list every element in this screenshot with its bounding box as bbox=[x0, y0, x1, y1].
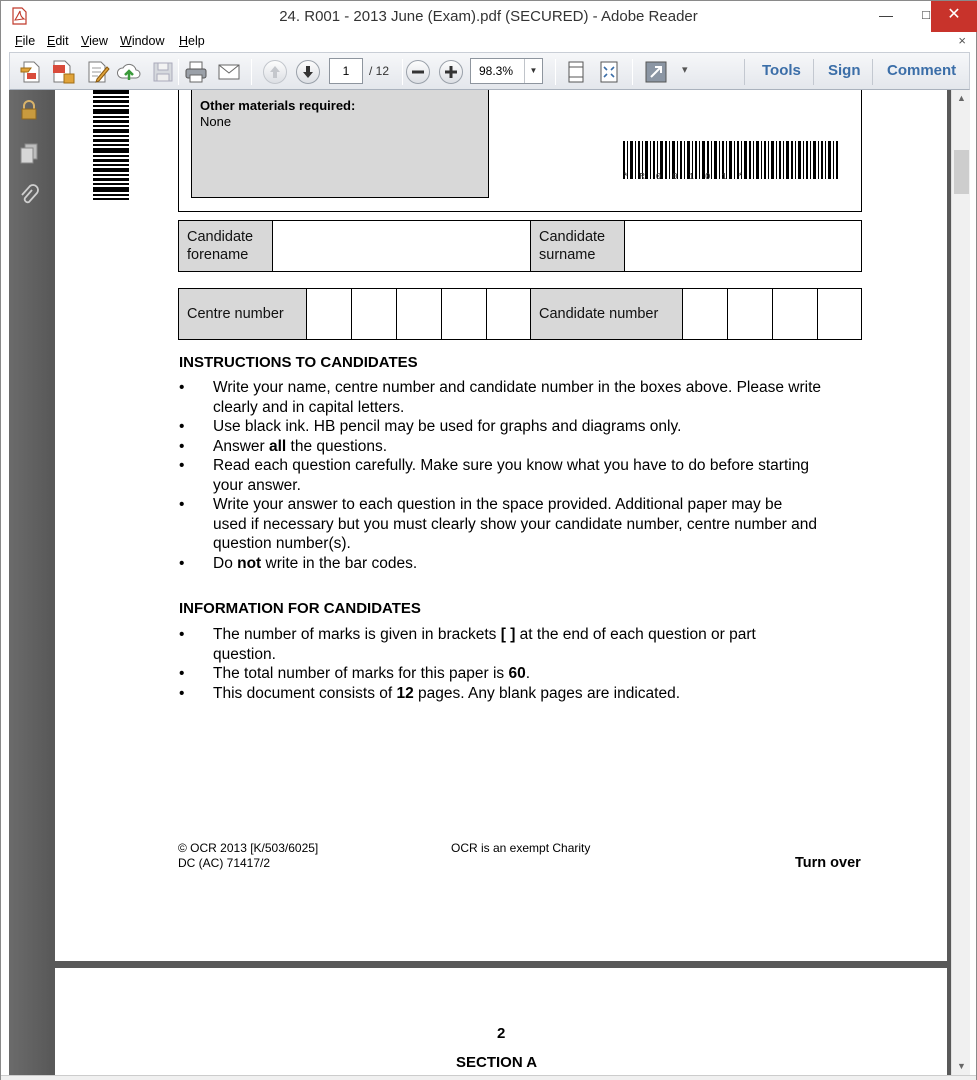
information-line: This document consists of 12 pages. Any blank pages are indicated. bbox=[213, 684, 681, 702]
tools-pane-button[interactable]: Tools bbox=[762, 62, 801, 79]
fit-width-icon[interactable] bbox=[596, 59, 622, 85]
materials-box bbox=[191, 90, 489, 198]
toolbar-separator bbox=[744, 59, 745, 85]
window-title: 24. R001 - 2013 June (Exam).pdf (SECURED) - Adobe Reader bbox=[279, 8, 698, 25]
forename-label-line2: forename bbox=[187, 247, 249, 263]
footer-charity: OCR is an exempt Charity bbox=[451, 841, 591, 855]
bullet: • bbox=[179, 457, 185, 474]
candidate-number-label-cell bbox=[531, 289, 682, 339]
bullet: • bbox=[179, 379, 185, 396]
close-window-button[interactable]: ✕ bbox=[931, 1, 977, 32]
bullet: • bbox=[179, 496, 185, 513]
side-barcode bbox=[93, 90, 129, 200]
arrow-down-icon bbox=[297, 61, 319, 83]
candidate-digit-box[interactable] bbox=[728, 289, 772, 339]
instruction-item bbox=[179, 495, 869, 554]
instructions-list bbox=[179, 378, 869, 573]
candidate-number-label: Candidate number bbox=[539, 306, 659, 322]
bullet: • bbox=[179, 684, 185, 702]
forename-entry-cell[interactable] bbox=[273, 221, 530, 271]
document-view[interactable] bbox=[49, 90, 951, 1075]
menu-view[interactable]: View bbox=[81, 34, 108, 48]
instruction-line: Write your answer to each question in the space provided. Additional paper may be bbox=[213, 496, 783, 513]
page-total: / 12 bbox=[369, 64, 390, 78]
menu-edit[interactable]: Edit bbox=[47, 34, 69, 48]
instruction-line: Use black ink. HB pencil may be used for graphs and diagrams only. bbox=[213, 418, 682, 435]
page-thumbnails-icon[interactable] bbox=[17, 141, 41, 165]
centre-digit-box[interactable] bbox=[352, 289, 396, 339]
candidate-digit-box[interactable] bbox=[773, 289, 817, 339]
turn-over-label: Turn over bbox=[795, 855, 861, 871]
arrow-up-icon bbox=[264, 61, 286, 83]
materials-value: None bbox=[200, 114, 232, 129]
more-tools-chevron-icon[interactable]: ▾ bbox=[682, 64, 688, 76]
previous-page-button[interactable] bbox=[263, 60, 287, 84]
instruction-line: clearly and in capital letters. bbox=[213, 398, 405, 416]
forename-label-cell bbox=[179, 221, 272, 271]
window-bottom-edge bbox=[1, 1075, 976, 1080]
export-pdf-icon[interactable] bbox=[50, 59, 76, 85]
email-icon[interactable] bbox=[216, 59, 242, 85]
instruction-item bbox=[179, 378, 869, 417]
chevron-down-icon[interactable]: ▼ bbox=[524, 59, 542, 83]
toolbar bbox=[9, 52, 970, 90]
print-icon[interactable] bbox=[183, 59, 209, 85]
footer-copyright: © OCR 2013 [K/503/6025] bbox=[178, 841, 319, 855]
fit-page-icon[interactable] bbox=[563, 59, 589, 85]
surname-entry-cell[interactable] bbox=[625, 221, 861, 271]
centre-digit-box[interactable] bbox=[307, 289, 351, 339]
maximize-button[interactable]: □ bbox=[922, 7, 930, 22]
information-item bbox=[179, 625, 869, 664]
section-heading: SECTION A bbox=[456, 1054, 538, 1071]
barcode-digits: *R00101* bbox=[623, 172, 755, 182]
information-item bbox=[179, 684, 869, 704]
pdf-page-1 bbox=[55, 90, 947, 961]
vertical-scrollbar[interactable] bbox=[951, 90, 970, 1075]
zoom-level-value: 98.3% bbox=[479, 64, 514, 78]
plus-icon bbox=[440, 61, 462, 83]
instruction-item bbox=[179, 554, 869, 574]
bullet: • bbox=[179, 418, 185, 435]
instruction-item bbox=[179, 437, 869, 457]
instruction-line: Do not write in the bar codes. bbox=[213, 554, 418, 572]
instruction-line: Answer all the questions. bbox=[213, 437, 388, 455]
attachments-paperclip-icon[interactable] bbox=[17, 184, 41, 208]
toolbar-separator bbox=[555, 59, 556, 85]
instruction-item bbox=[179, 456, 869, 495]
menu-window[interactable]: Window bbox=[120, 34, 165, 48]
instruction-line: question number(s). bbox=[213, 535, 351, 552]
surname-label-cell bbox=[531, 221, 624, 271]
minus-icon bbox=[407, 61, 429, 83]
centre-number-label-cell bbox=[179, 289, 306, 339]
save-icon[interactable] bbox=[150, 59, 176, 85]
page-number: 2 bbox=[497, 1025, 506, 1042]
candidate-digit-box[interactable] bbox=[683, 289, 727, 339]
candidate-name-row bbox=[178, 220, 862, 272]
menu-bar bbox=[1, 32, 976, 52]
centre-digit-box[interactable] bbox=[442, 289, 486, 339]
edit-pdf-icon[interactable] bbox=[85, 59, 111, 85]
title-bar bbox=[1, 1, 976, 32]
toolbar-separator bbox=[872, 59, 873, 85]
information-list bbox=[179, 625, 869, 703]
materials-heading: Other materials required: bbox=[200, 98, 356, 113]
zoom-out-button[interactable] bbox=[406, 60, 430, 84]
centre-digit-box[interactable] bbox=[397, 289, 441, 339]
pdf-page-2 bbox=[55, 968, 947, 1075]
information-line: question. bbox=[213, 645, 276, 663]
scroll-up-icon[interactable]: ▲ bbox=[957, 93, 966, 103]
sign-pane-button[interactable]: Sign bbox=[828, 62, 861, 79]
next-page-button[interactable] bbox=[296, 60, 320, 84]
footer-document-code: DC (AC) 71417/2 bbox=[178, 856, 271, 870]
bullet: • bbox=[179, 665, 185, 682]
instruction-item bbox=[179, 417, 869, 437]
instruction-line: Read each question carefully. Make sure you know what you have to do before starting bbox=[213, 457, 809, 474]
create-pdf-icon[interactable] bbox=[18, 59, 44, 85]
centre-digit-box[interactable] bbox=[487, 289, 530, 339]
menu-help[interactable]: Help bbox=[179, 34, 205, 48]
candidate-number-row bbox=[178, 288, 862, 340]
information-heading: INFORMATION FOR CANDIDATES bbox=[179, 600, 421, 617]
menu-file[interactable]: File bbox=[15, 34, 36, 48]
navigation-pane bbox=[9, 90, 49, 1075]
surname-label-line2: surname bbox=[539, 247, 596, 263]
cloud-upload-icon[interactable] bbox=[116, 59, 142, 85]
close-document-icon[interactable]: × bbox=[958, 33, 966, 48]
information-item bbox=[179, 664, 869, 684]
scroll-down-icon[interactable]: ▼ bbox=[957, 1061, 966, 1071]
toolbar-separator bbox=[632, 59, 633, 85]
minimize-button[interactable]: — bbox=[879, 7, 893, 23]
candidate-digit-box[interactable] bbox=[818, 289, 861, 339]
zoom-in-button[interactable] bbox=[439, 60, 463, 84]
lock-icon[interactable] bbox=[17, 98, 41, 122]
forename-label-line1: Candidate bbox=[187, 229, 254, 245]
information-line: The number of marks is given in brackets [ ] at the end of each question or part bbox=[213, 626, 756, 643]
toolbar-separator bbox=[813, 59, 814, 85]
bullet: • bbox=[179, 437, 185, 455]
bullet: • bbox=[179, 554, 185, 572]
bullet: • bbox=[179, 626, 185, 643]
information-line: The total number of marks for this paper is 60. bbox=[213, 665, 531, 682]
toolbar-separator bbox=[402, 59, 403, 85]
scrollbar-thumb[interactable] bbox=[954, 150, 969, 194]
toolbar-separator bbox=[178, 59, 179, 85]
zoom-level-select[interactable] bbox=[470, 58, 543, 84]
surname-label-line1: Candidate bbox=[539, 229, 606, 245]
instruction-line: used if necessary but you must clearly show your candidate number, centre number and bbox=[213, 515, 817, 533]
page-number-input[interactable]: 1 bbox=[329, 58, 363, 84]
instruction-line: Write your name, centre number and candidate number in the boxes above. Please write bbox=[213, 379, 821, 396]
full-screen-icon[interactable] bbox=[643, 59, 669, 85]
centre-number-label: Centre number bbox=[187, 306, 284, 322]
instruction-line: your answer. bbox=[213, 476, 301, 494]
toolbar-separator bbox=[251, 59, 252, 85]
instructions-heading: INSTRUCTIONS TO CANDIDATES bbox=[179, 354, 418, 371]
comment-pane-button[interactable]: Comment bbox=[887, 62, 957, 79]
